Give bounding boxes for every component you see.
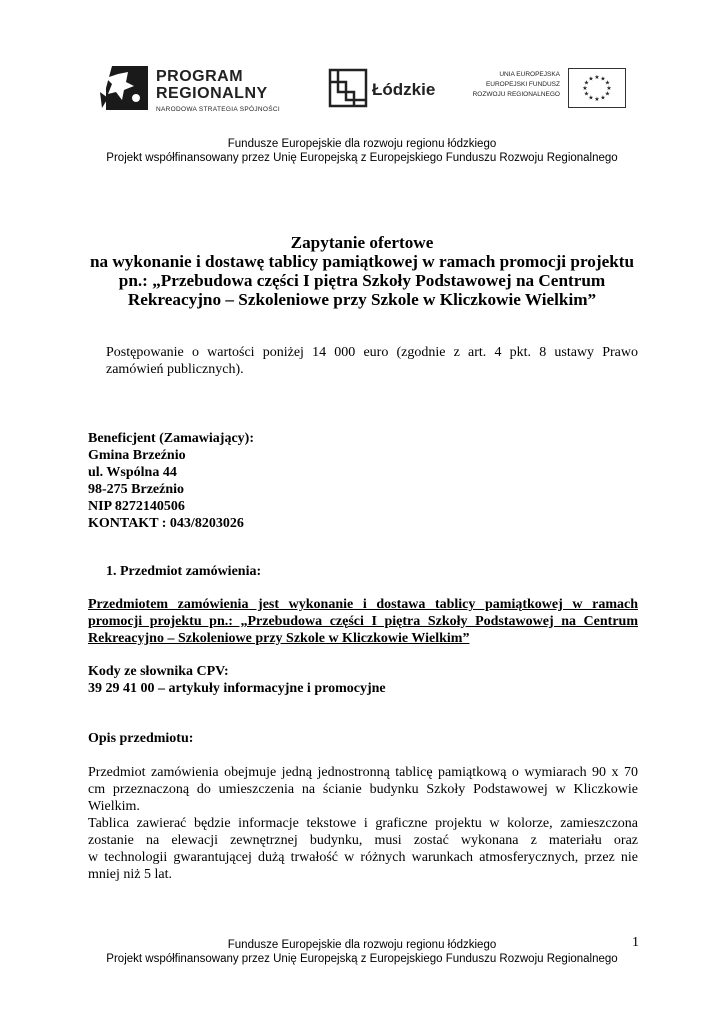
beneficiary-street: ul. Wspólna 44: [88, 465, 177, 480]
logo-bar: [0, 58, 724, 120]
svg-text:★: ★: [594, 96, 600, 103]
svg-text:★: ★: [604, 90, 611, 98]
svg-text:★: ★: [583, 90, 590, 98]
beneficiary-block: [88, 430, 638, 532]
eu-logo: [466, 68, 626, 108]
beneficiary-heading: Beneficjent (Zamawiający):: [88, 431, 255, 446]
footer-line-1: Fundusze Europejskie dla rozwoju regionu łódzkiego: [227, 939, 497, 951]
beneficiary-nip: NIP 8272140506: [88, 499, 185, 514]
program-regionalny-emblem-icon: [98, 58, 150, 116]
page-number: 1: [632, 935, 639, 950]
title-line-2: na wykonanie i dostawę tablicy pamiątkowej w ramach promocji projektu: [89, 252, 635, 271]
section-1-heading: 1. Przedmiot zamówienia:: [106, 564, 262, 579]
lodzkie-name: Łódzkie: [372, 80, 436, 99]
cpv-block: [88, 663, 638, 697]
svg-text:★: ★: [582, 85, 588, 92]
svg-text:★: ★: [606, 85, 612, 92]
subject-paragraph: Przedmiotem zamówienia jest wykonanie i dostawa tablicy pamiątkowej w ramach promocji projektu pn.: „Przebudowa części I piętra Szkoły Podstawowej na Centrum Rekreacyjno – Szkoleniowe przy Szkole w Kliczkowie Wielkim”: [88, 597, 638, 646]
footer-line-2: Projekt współfinansowany przez Unię Europejską z Europejskiego Funduszu Rozwoju Regionalnego: [106, 953, 618, 965]
lodzkie-emblem-icon: [328, 68, 368, 108]
title-line-4: Rekreacyjno – Szkoleniowe przy Szkole w Kliczkowie Wielkim”: [127, 290, 597, 309]
beneficiary-postal: 98-275 Brzeźnio: [88, 482, 185, 497]
header-line-2: Projekt współfinansowany przez Unię Europejską z Europejskiego Funduszu Rozwoju Regionalnego: [106, 152, 618, 164]
page-header: [0, 137, 724, 165]
intro-paragraph: Postępowanie o wartości poniżej 14 000 euro (zgodnie z art. 4 pkt. 8 ustawy Prawo zamówień publicznych).: [106, 345, 638, 377]
svg-text:★: ★: [600, 94, 606, 102]
svg-text:★: ★: [594, 74, 600, 81]
program-regionalny-logo: [98, 58, 318, 120]
eu-fund-text: UNIA EUROPEJSKA EUROPEJSKI FUNDUSZ ROZWOJU REGIONALNEGO: [472, 71, 560, 98]
title-line-1: Zapytanie ofertowe: [290, 233, 434, 252]
description-heading: Opis przedmiotu:: [88, 731, 194, 746]
svg-text:★: ★: [600, 75, 606, 83]
svg-text:★: ★: [604, 79, 611, 87]
program-regionalny-subtitle: NARODOWA STRATEGIA SPÓJNOŚCI: [156, 106, 280, 113]
svg-text:★: ★: [583, 79, 590, 87]
eu-flag-icon: [568, 68, 626, 108]
cpv-heading: Kody ze słownika CPV:: [88, 664, 229, 679]
description-paragraph: Przedmiot zamówienia obejmuje jedną jednostronną tablicę pamiątkową o wymiarach 90 x 70 cm przeznaczoną do umieszczenia na ścianie budynku Szkoły Podstawowej w Kliczkowie Wielkim. Tablica zawierać będzie informacje tekstowe i graficzne projektu w kolorze, zamieszczona zostanie na elewacji zewnętrznej budynku, musi zostać wykonana z materiału oraz w technologii gwarantującej dużą trwałość w różnych warunkach atmosferycznych, przez nie mniej niż 5 lat.: [88, 765, 638, 882]
beneficiary-name: Gmina Brzeźnio: [88, 448, 186, 463]
document-title: [60, 233, 664, 309]
beneficiary-contact: KONTAKT : 043/8203026: [88, 516, 244, 531]
page-footer: [0, 938, 724, 966]
lodzkie-logo: [328, 68, 448, 108]
header-line-1: Fundusze Europejskie dla rozwoju regionu łódzkiego: [227, 138, 497, 150]
cpv-code: 39 29 41 00 – artykuły informacyjne i promocyjne: [88, 681, 386, 696]
svg-text:★: ★: [588, 75, 594, 83]
program-regionalny-title: PROGRAM REGIONALNY: [156, 68, 268, 102]
title-line-3: pn.: „Przebudowa części I piętra Szkoły Podstawowej na Centrum: [118, 271, 606, 290]
svg-text:★: ★: [588, 94, 594, 102]
